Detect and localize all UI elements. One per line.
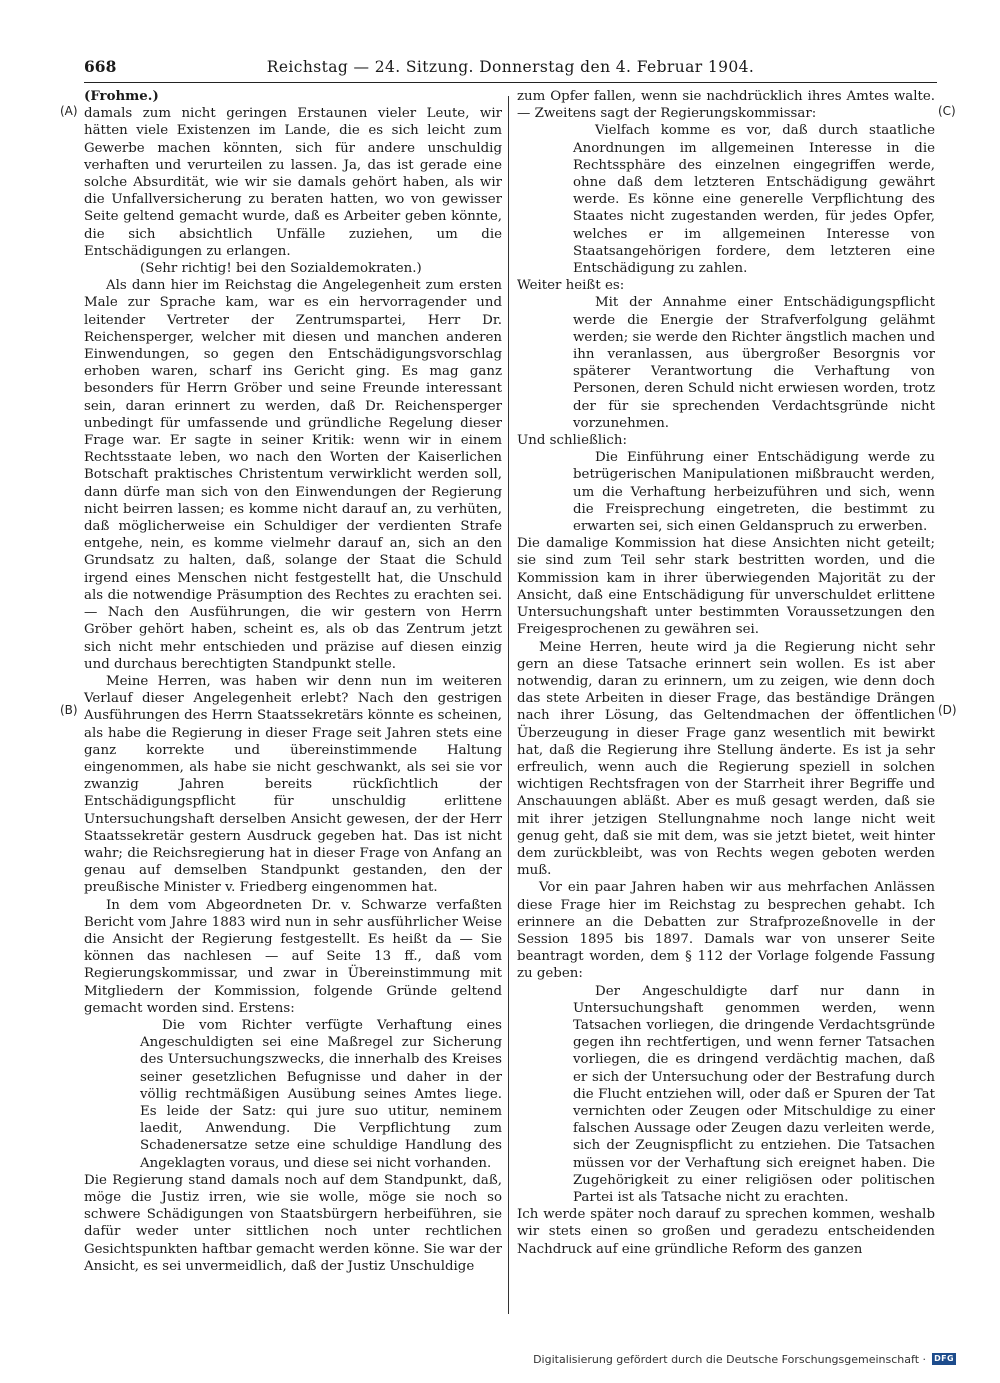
block-quote: Die Einführung einer Entschädigung werde zu betrügerischen Manipulationen mißbraucht werden, um die Verhaftung herbeizuführen und sich, wenn die Freisprechung eingetreten, die bestimmt zu erwarten sei, sich einen Geldanspruch zu erwerben. <box>573 450 935 535</box>
paragraph: Meine Herren, heute wird ja die Regierung nicht sehr gern an diese Tatsache erinnert sein wollen. Es ist aber notwendig, daran zu erinnern, um zu zeigen, wie denn doch das stete Arbeiten in dieser Frage, das beständige Drängen nach ihrer Lösung, das Geltendmachen der öffentlichen Überzeugung in dieser Frage ganz wesentlich mit bewirkt hat, daß die Regierung ihre Stellung änderte. Es ist ja sehr erfreulich, wenn auch die Regierung speziell in solchen wichtigen Rechtsfragen von der Starrheit ihrer Begriffe und Anschauungen abläßt. Aber es muß gesagt werden, daß sie mit ihrer jetzigen Stellungnahme noch lange nicht weit genug geht, daß sie mit dem, was sie jetzt bietet, weit hinter dem zurückbleibt, was von Rechts wegen geboten werden muß. <box>517 639 935 879</box>
paragraph: damals zum nicht geringen Erstaunen vieler Leute, wir hätten viele Existenzen im Lande, die es sich leicht zum Gewerbe machen könnten, sich für andere unschuldig verhaften und verurteilen zu lassen. Ja, das ist gerade eine solche Absurdität, wie wir sie damals gehört haben, als wir die Unfallversicherung zu beraten hatten, wo von gewisser Seite geltend gemacht wurde, daß es Arbeiter geben könnte, die sich absichtlich Unfälle zuziehen, um die Entschädigungen zu erlangen. <box>84 106 502 259</box>
block-quote <box>84 1017 502 1172</box>
speaker-label: (Frohme.) <box>84 88 159 104</box>
paragraph: Die Regierung stand damals noch auf dem Standpunkt, daß, möge die Justiz irren, wie sie wolle, möge sie noch so schwere Schädigungen von Staatsbürgern herbeiführen, sie dafür weder unter sittlichen noch unter rechtlichen Gesichtspunkten haftbar gemacht werden könne. Sie war der Ansicht, es sei unvermeidlich, daß der Justiz Unschuldige <box>84 1172 502 1274</box>
quote-text: Anwendung. Die Verpflichtung zum Schadenersatze setze eine schuldige Handlung des Angeklagten voraus, und diese sei nicht vorhanden. <box>140 1121 502 1171</box>
paragraph: zum Opfer fallen, wenn sie nachdrücklich ihres Amtes walte. — Zweitens sagt der Regierungskommissar: <box>517 89 935 122</box>
quote-text: Die vom Richter verfügte Verhaftung eines Angeschuldigten sei eine Maßregel zur Sicherung des Untersuchungszwecks, die innerhalb des Kreises seiner gesetzlichen Befugnisse und daher in der völlig rechtmäßigen Ausübung seines Amtes liege. Es leide der Satz: <box>140 1017 502 1119</box>
paragraph: Vor ein paar Jahren haben wir aus mehrfachen Anlässen diese Frage hier im Reichstag zu besprechen gehabt. Ich erinnere an die Debatten zur Strafprozeßnovelle in der Session 1895 bis 1897. Damals war von unserer Seite beantragt worden, dem § 112 der Vorlage folgende Fassung zu geben: <box>517 880 935 982</box>
footer-text: Digitalisierung gefördert durch die Deutsche Forschungsgemeinschaft · <box>533 1352 926 1366</box>
paragraph: In dem vom Abgeordneten Dr. v. Schwarze verfaßten Bericht vom Jahre 1883 wird nun in sehr ausführlicher Weise die Ansicht der Regierung festgestellt. Es heißt da — Sie können das nachlesen — auf Seite 13 ff., daß vom Regierungskommissar, und zwar in Übereinstimmung mit Mitgliedern der Kommission, folgende Gründe geltend gemacht worden sind. Erstens: <box>84 897 502 1016</box>
lead-in: Weiter heißt es: <box>517 278 625 294</box>
margin-marker-d: (D) <box>938 703 957 717</box>
left-column <box>84 88 502 1275</box>
margin-marker-c: (C) <box>938 104 956 118</box>
interjection: (Sehr richtig! bei den Sozialdemokraten.) <box>140 261 422 277</box>
margin-marker-b: (B) <box>60 703 78 717</box>
column-divider <box>508 96 509 1314</box>
page-number: 668 <box>84 57 117 76</box>
block-quote: Der Angeschuldigte darf nur dann in Untersuchungshaft genommen werden, wenn Tatsachen vorliegen, die dringende Verdachtsgründe gegen ihn rechtfertigen, und wenn ferner Tatsachen vorliegen, die es dringend verdächtig machen, daß er sich der Untersuchung oder der Bestrafung durch die Flucht entziehen will, oder daß er Spuren der Tat vernichten oder Zeugen oder Mitschuldige zu einer falschen Aussage oder Zeugen dazu verleiten werde, sich der Zeugnispflicht zu entziehen. Die Tatsachen müssen vor der Verhaftung sich ereignet haben. Die Zugehörigkeit zu einer religiösen oder politischen Partei ist als Tatsache nicht zu erachten. <box>573 983 935 1205</box>
paragraph: Die damalige Kommission hat diese Ansichten nicht geteilt; sie sind zum Teil sehr stark bestritten worden, und die Kommission kam in ihrer überwiegenden Majorität zu der Ansicht, daß eine Entschädigung für unverschuldet erlittene Untersuchungshaft unter bestimmten Voraussetzungen den Freigesprochenen zu gewähren sei. <box>517 536 935 638</box>
running-title: Reichstag — 24. Sitzung. Donnerstag den 4. Februar 1904. <box>266 58 755 76</box>
block-quote: Vielfach komme es vor, daß durch staatliche Anordnungen im allgemeinen Interesse in die Rechtssphäre des einzelnen eingegriffen werde, ohne daß dem letzteren Entschädigung gewährt werde. Es könne eine generelle Verpflichtung des Staates nicht zugestanden werden, für jedes Opfer, welches er im allgemeinen Interesse von Staatsangehörigen fordere, dem letzteren eine Entschädigung zu zahlen. <box>573 123 935 277</box>
lead-in: Und schließlich: <box>517 433 627 449</box>
latin-maxim: qui jure suo utitur, neminem laedit, <box>140 1103 502 1137</box>
paragraph: Ich werde später noch darauf zu sprechen kommen, weshalb wir stets einen so großen und geradezu entscheidenden Nachdruck auf eine gründliche Reform des ganzen <box>517 1207 935 1257</box>
paragraph: Als dann hier im Reichstag die Angelegenheit zum ersten Male zur Sprache kam, war es ein hervorragender und leitender Vertreter der Zentrumspartei, Herr Dr. Reichensperger, welcher mit diesen und manchen anderen Einwendungen, so gegen den Entschädigungsvorschlag erhoben waren, scharf ins Gericht ging. Es mag ganz besonders für Herrn Gröber und seine Freunde interessant sein, daran erinnert zu werden, daß Dr. Reichensperger unbedingt für umfassende und gründliche Regelung dieser Frage war. Er sagte in seiner Kritik: wenn wir in einem Rechtsstaate leben, wo nach den Worten der Kaiserlichen Botschaft praktisches Christentum verwirklicht werden soll, dann dürfe man sich von den Einwendungen der Regierung nicht beirren lassen; es komme nicht darauf an, zu verhüten, daß möglicherweise ein Schuldiger der verdienten Strafe entgehe, nein, es komme vielmehr darauf an, sich an den Grundsatz zu halten, daß, solange der Staat die Schuld irgend eines Menschen nicht festgestellt hat, die Unschuld als die notwendige Präsumption des Rechtes zu erachten sei. — Nach den Ausführungen, die wir gestern von Herrn Gröber gehört haben, scheint es, als ob das Zentrum jetzt sich nicht mehr entschieden und präzise auf diesen einzig und durchaus berechtigten Standpunkt stelle. <box>84 278 502 672</box>
dfg-logo: DFG <box>932 1353 956 1365</box>
paragraph: Meine Herren, was haben wir denn nun im weiteren Verlauf dieser Angelegenheit erlebt? Nach den gestrigen Ausführungen des Herrn Staatssekretärs könnte es scheinen, als habe die Regierung in dieser Frage seit Jahren stets eine ganz korrekte und übereinstimmende Haltung eingenommen, als habe sie nicht geschwankt, als sei sie vor zwanzig Jahren bereits rückſichtlich der Entschädigungspflicht für unschuldig erlittene Untersuchungshaft derselben Ansicht gewesen, der der Herr Staatssekretär gestern Ausdruck gegeben hat. Das ist nicht wahr; die Reichsregierung hat in dieser Frage von Anfang an genau auf demselben Standpunkt gestanden, den der preußische Minister v. Friedberg eingenommen hat. <box>84 673 502 896</box>
header-rule <box>84 82 937 83</box>
block-quote: Mit der Annahme einer Entschädigungspflicht werde die Energie der Strafverfolgung gelähmt werden; sie werde den Richter ängstlich machen und ihn veranlassen, aus übergroßer Besorgnis vor späterer Verantwortung die Verhaftung von Personen, deren Schuld nicht erwiesen worden, trotz der für sie sprechenden Verdachtsgründe nicht vorzunehmen. <box>573 295 935 431</box>
footer-credit <box>533 1350 956 1368</box>
margin-marker-a: (A) <box>60 104 78 118</box>
right-column <box>517 88 935 1258</box>
page-header <box>84 54 937 80</box>
